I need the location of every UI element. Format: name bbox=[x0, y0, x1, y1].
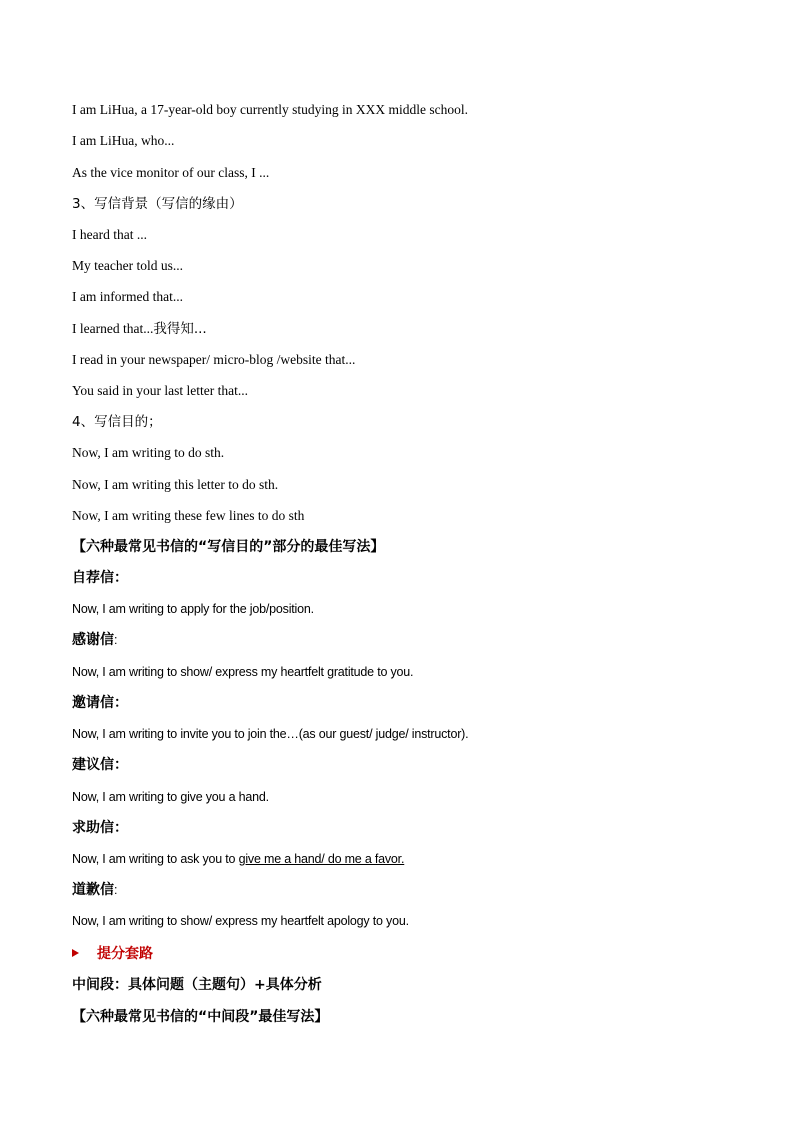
section-heading-purpose: 4、写信目的； bbox=[72, 414, 162, 430]
example-help-request bbox=[72, 850, 404, 868]
background-sentence-1: I heard that ... bbox=[72, 227, 147, 242]
example-self-recommendation: Now, I am writing to apply for the job/position. bbox=[72, 602, 314, 616]
middle-paragraph-methods-heading: 【六种最常见书信的“中间段”最佳写法】 bbox=[72, 1009, 329, 1025]
label-thanks-text: 感谢信 bbox=[72, 632, 114, 648]
label-apology-text: 道歉信 bbox=[72, 882, 114, 898]
intro-sentence-3: As the vice monitor of our class, I ... bbox=[72, 165, 270, 180]
label-invitation: 邀请信： bbox=[72, 695, 128, 711]
purpose-sentence-1: Now, I am writing to do sth. bbox=[72, 445, 225, 460]
background-sentence-3: I am informed that... bbox=[72, 289, 183, 304]
triangle-right-icon bbox=[72, 949, 79, 957]
example-thanks: Now, I am writing to show/ express my heartfelt gratitude to you. bbox=[72, 665, 414, 679]
label-apology bbox=[72, 881, 117, 899]
example-help-request-text: Now, I am writing to ask you to bbox=[72, 852, 239, 866]
purpose-sentence-3: Now, I am writing these few lines to do sth bbox=[72, 508, 305, 523]
background-sentence-4-cn: 我得知... bbox=[153, 321, 207, 337]
background-sentence-5: I read in your newspaper/ micro-blog /website that... bbox=[72, 352, 356, 367]
background-sentence-6: You said in your last letter that... bbox=[72, 383, 248, 398]
label-suggestion: 建议信： bbox=[72, 757, 128, 773]
purpose-sentence-2: Now, I am writing this letter to do sth. bbox=[72, 477, 279, 492]
example-apology: Now, I am writing to show/ express my heartfelt apology to you. bbox=[72, 914, 409, 928]
example-invitation: Now, I am writing to invite you to join the…(as our guest/ judge/ instructor). bbox=[72, 727, 469, 741]
background-sentence-2: My teacher told us... bbox=[72, 258, 183, 273]
example-suggestion: Now, I am writing to give you a hand. bbox=[72, 790, 269, 804]
label-self-recommendation: 自荐信： bbox=[72, 570, 128, 586]
example-help-request-underlined: give me a hand/ do me a favor. bbox=[238, 852, 405, 866]
section-heading-background: 3、写信背景（写信的缘由） bbox=[72, 196, 243, 212]
background-sentence-4 bbox=[72, 320, 207, 338]
purpose-methods-heading: 【六种最常见书信的“写信目的”部分的最佳写法】 bbox=[72, 539, 385, 555]
background-sentence-4-en: I learned that... bbox=[72, 321, 154, 336]
label-thanks-colon: : bbox=[114, 633, 118, 647]
score-tips-text: 提分套路 bbox=[97, 946, 153, 962]
label-apology-colon: : bbox=[114, 883, 118, 897]
intro-sentence-1: I am LiHua, a 17-year-old boy currently studying in XXX middle school. bbox=[72, 102, 469, 117]
label-thanks bbox=[72, 631, 117, 649]
score-tips-heading bbox=[72, 945, 153, 963]
intro-sentence-2: I am LiHua, who... bbox=[72, 133, 175, 148]
middle-paragraph-heading: 中间段：具体问题（主题句）+具体分析 bbox=[72, 977, 322, 993]
label-help-request: 求助信： bbox=[72, 820, 128, 836]
